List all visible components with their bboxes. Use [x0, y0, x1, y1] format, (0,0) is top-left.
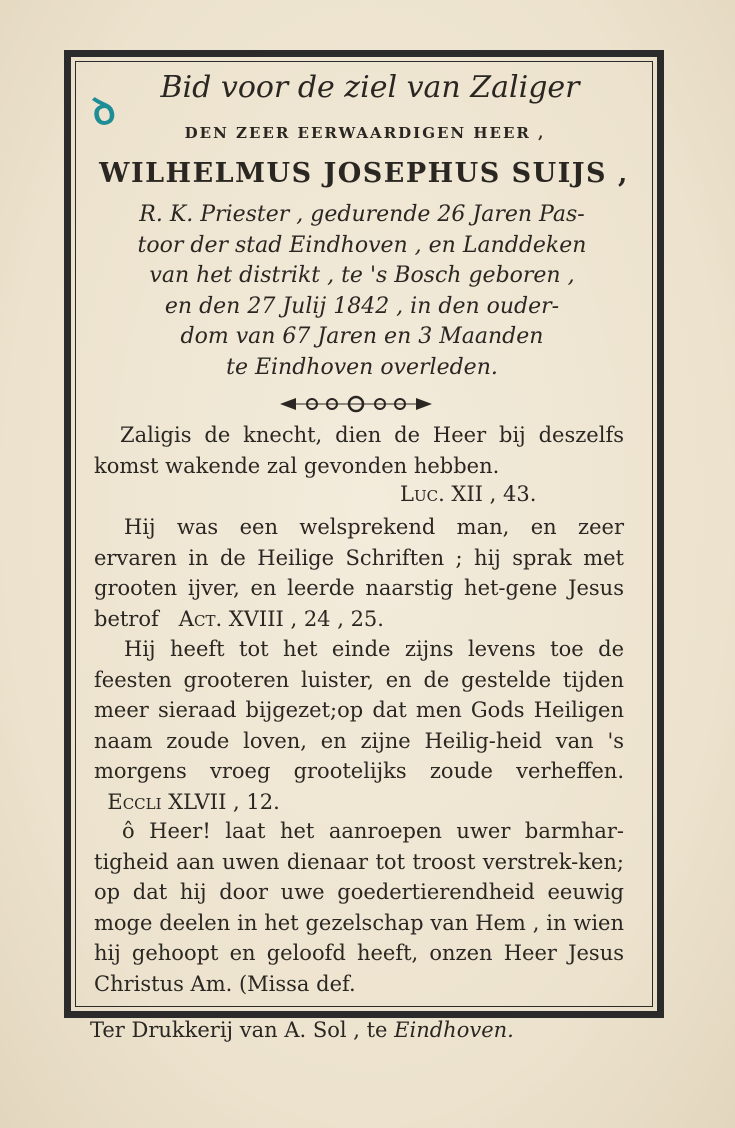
- verse-eccli-text: Hij heeft tot het einde zijns levens toe de feesten grooteren luister, en de gestelde tijden meer sieraad bijgezet;op dat men Gods Heiligen naam zoude loven, en zijne Heilig-heid van 's morgens vroeg grootelijks zoude verheffen.: [94, 637, 624, 783]
- verse-acts-text: Hij was een welsprekend man, en zeer ervaren in de Heilige Schriften ; hij sprak met grooten ijver, en leerde naarstig het-gene Jesus betrof: [94, 515, 624, 631]
- printer-credit: [90, 1018, 630, 1042]
- verse-eccli-reference: Eccli XLVII , 12.: [107, 789, 280, 814]
- bio-line: R. K. Priester , gedurende 26 Jaren Pas-: [139, 202, 585, 227]
- ornament-divider: [276, 392, 436, 416]
- honorific-line: DEN ZEER EERWAARDIGEN HEER ,: [184, 124, 546, 142]
- bio-line: van het distrikt , te 's Bosch geboren ,: [149, 263, 575, 288]
- bio-line: toor der stad Eindhoven , en Landdeken: [137, 232, 587, 258]
- verse-ecclesiasticus: [94, 634, 624, 817]
- prayer-heading: Bid voor de ziel van Zaliger: [160, 70, 580, 105]
- deceased-name: WILHELMUS JOSEPHUS SUIJS ,: [99, 158, 629, 189]
- bio-line: te Eindhoven overleden.: [226, 354, 498, 380]
- handwritten-mark: ꝺ: [87, 87, 120, 135]
- closing-prayer: ô Heer! laat het aanroepen uwer barmhar-tigheid aan uwen dienaar tot troost verstrek-ken; op dat hij door uwe goedertierendheid eeuwig moge deelen in het gezelschap van Hem , in wien hij gehoopt en geloofd heeft, onzen Heer Jesus Christus Am. (Missa def.: [94, 819, 624, 996]
- verse-acts: [94, 512, 624, 634]
- biography: [92, 200, 632, 383]
- verse-acts-reference: Act. XVIII , 24 , 25.: [178, 606, 384, 631]
- bio-line: en den 27 Julij 1842 , in den ouder-: [164, 293, 560, 319]
- printer-place: Eindhoven.: [394, 1018, 514, 1042]
- printer-name: Ter Drukkerij van A. Sol , te: [90, 1018, 388, 1042]
- bio-line: dom van 67 Jaren en 3 Maanden: [180, 324, 544, 349]
- verse-luke: Zaligis de knecht, dien de Heer bij deszelfs komst wakende zal gevonden hebben.: [94, 423, 624, 478]
- verse-luke-reference: Luc. XII , 43.: [400, 482, 537, 506]
